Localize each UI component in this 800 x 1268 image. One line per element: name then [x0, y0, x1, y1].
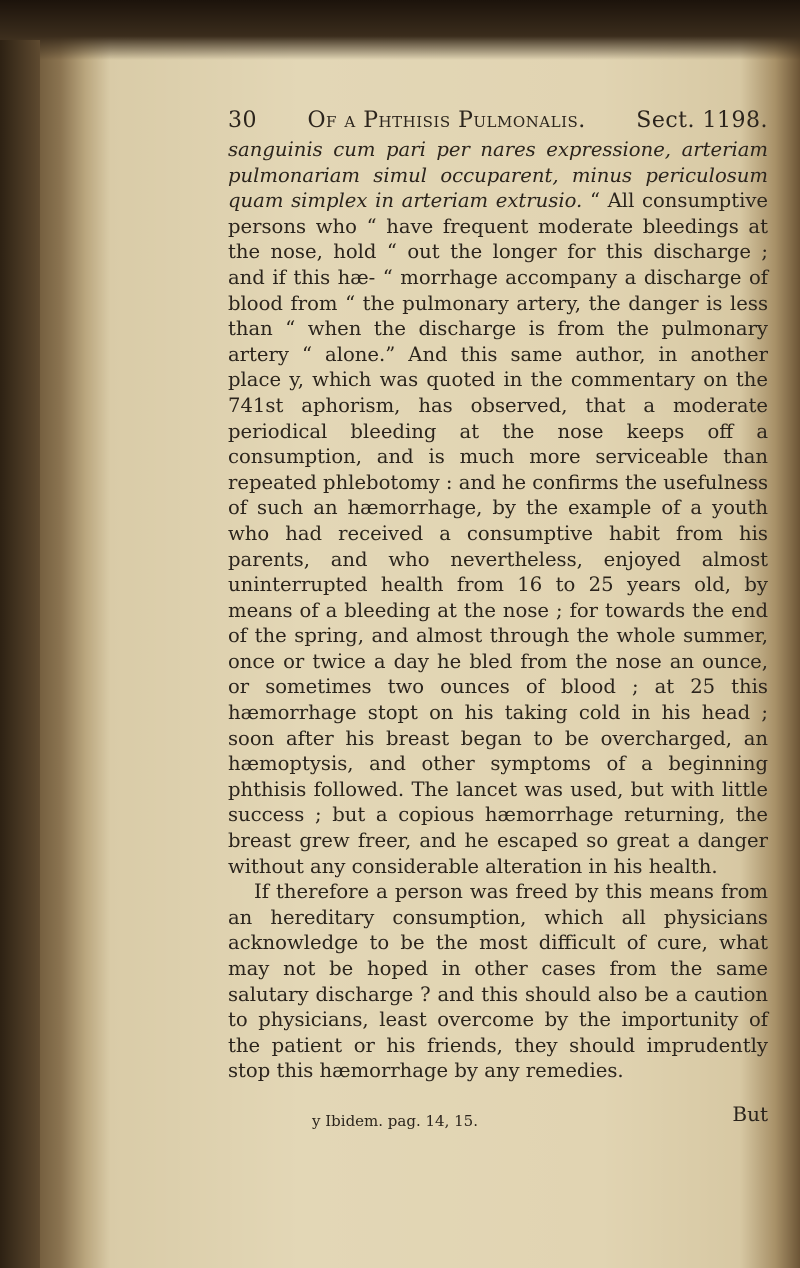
book-page [228, 108, 768, 1130]
paragraph-2: If therefore a person was freed by this means from an hereditary consumption, which all physicians acknowledge to be the most difficult of cure, what may not be hoped in other cases from the same salutary discharge ? and this should also be a caution to physicians, least overcome by the importunity of the patient or his friends, they should imprudently stop this hæmorrhage by any remedies. [228, 880, 768, 1083]
footnote: y Ibidem. pag. 14, 15. [312, 1111, 478, 1130]
book-edge-shadow [0, 0, 800, 60]
catchword: But [732, 1101, 768, 1126]
section-number: Sect. 1198. [636, 108, 768, 133]
paragraph-1 [228, 137, 768, 879]
english-text: “ All consumptive persons who “ have frequent moderate bleedings at the nose, hold “ out the longer for this discharge ; and if this hæ- “ morrhage accompany a discharge of blood from “ the pulmonary artery, the danger is less than “ when the discharge is from the pulmonary artery “ alone.” And this same author, in another place y, which was quoted in the commentary on the 741st aphorism, has observed, that a moderate periodical bleeding at the nose keeps off a consumption, and is much more serviceable than repeated phlebotomy : and he confirms the usefulness of such an hæmorrhage, by the example of a youth who had received a consumptive habit from his parents, and who nevertheless, enjoyed almost uninterrupted health from 16 to 25 years old, by means of a bleeding at the nose ; for towards the end of the spring, and almost through the whole summer, once or twice a day he bled from the nose an ounce, or sometimes two ounces of blood ; at 25 this hæmorrhage stopt on his taking cold in his head ; soon after his breast began to be overcharged, an hæmoptysis, and other symptoms of a beginning phthisis followed. The lancet was used, but with little success ; but a copious hæmorrhage returning, the breast grew freer, and he escaped so great a danger without any considerable alteration in his health. [228, 189, 769, 878]
page-number: 30 [228, 108, 257, 133]
book-spine [0, 40, 40, 1268]
latin-quote: sanguinis cum pari per nares expressione, arteriam pulmonariam simul occuparent, minus periculosum quam simplex in arteriam extrusio. [228, 138, 768, 213]
running-title: Of a Phthisis Pulmonalis. [307, 108, 586, 133]
running-header [228, 108, 768, 133]
